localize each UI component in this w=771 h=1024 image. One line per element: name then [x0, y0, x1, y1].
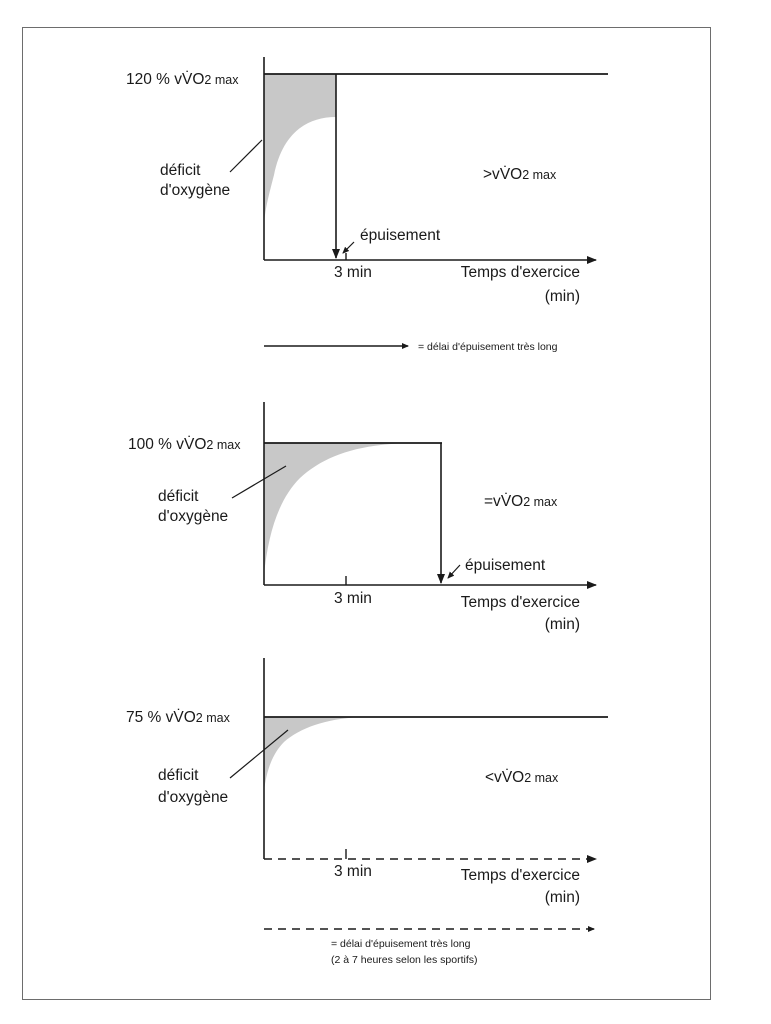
panel-75 [126, 658, 608, 906]
intensity-label: 75 % vV̇O2 max [126, 709, 230, 726]
x-axis-label-line2: (min) [544, 288, 580, 305]
legend-dashed-text-line2: (2 à 7 heures selon les sportifs) [331, 954, 478, 966]
x-axis-label-line1: Temps d'exercice [460, 594, 580, 611]
region-label: <vV̇O2 max [485, 769, 559, 786]
tick-label-3-min: 3 min [334, 863, 372, 880]
intensity-label: 120 % vV̇O2 max [126, 71, 239, 88]
exhaustion-label: épuisement [360, 227, 441, 244]
region-label: >vV̇O2 max [483, 166, 557, 183]
panel-100 [128, 402, 596, 633]
deficit-leader-line [230, 730, 288, 778]
x-axis-label-line2: (min) [544, 616, 580, 633]
x-axis-label-line2: (min) [544, 889, 580, 906]
oxygen-deficit-area [264, 443, 418, 575]
oxygen-deficit-area [264, 717, 360, 792]
oxygen-deficit-area [264, 74, 336, 225]
deficit-label-line2: d'oxygène [158, 508, 229, 525]
deficit-label-line1: déficit [160, 162, 201, 179]
deficit-leader-line [230, 140, 262, 172]
tick-label-3-min: 3 min [334, 590, 372, 607]
panel-120 [126, 57, 608, 305]
x-axis-label-line1: Temps d'exercice [460, 867, 580, 884]
exhaustion-pointer [343, 242, 354, 253]
deficit-label-line1: déficit [158, 767, 199, 784]
exhaustion-label: épuisement [465, 557, 546, 574]
deficit-label-line2: d'oxygène [158, 789, 229, 806]
legend-solid-text: = délai d'épuisement très long [418, 341, 558, 353]
deficit-label-line1: déficit [158, 488, 199, 505]
intensity-label: 100 % vV̇O2 max [128, 436, 241, 453]
exhaustion-pointer [448, 565, 460, 578]
deficit-label-line2: d'oxygène [160, 182, 231, 199]
x-axis-label-line1: Temps d'exercice [460, 264, 580, 281]
region-label: =vV̇O2 max [484, 493, 558, 510]
tick-label-3-min: 3 min [334, 264, 372, 281]
legend-dashed-text-line1: = délai d'épuisement très long [331, 938, 471, 950]
